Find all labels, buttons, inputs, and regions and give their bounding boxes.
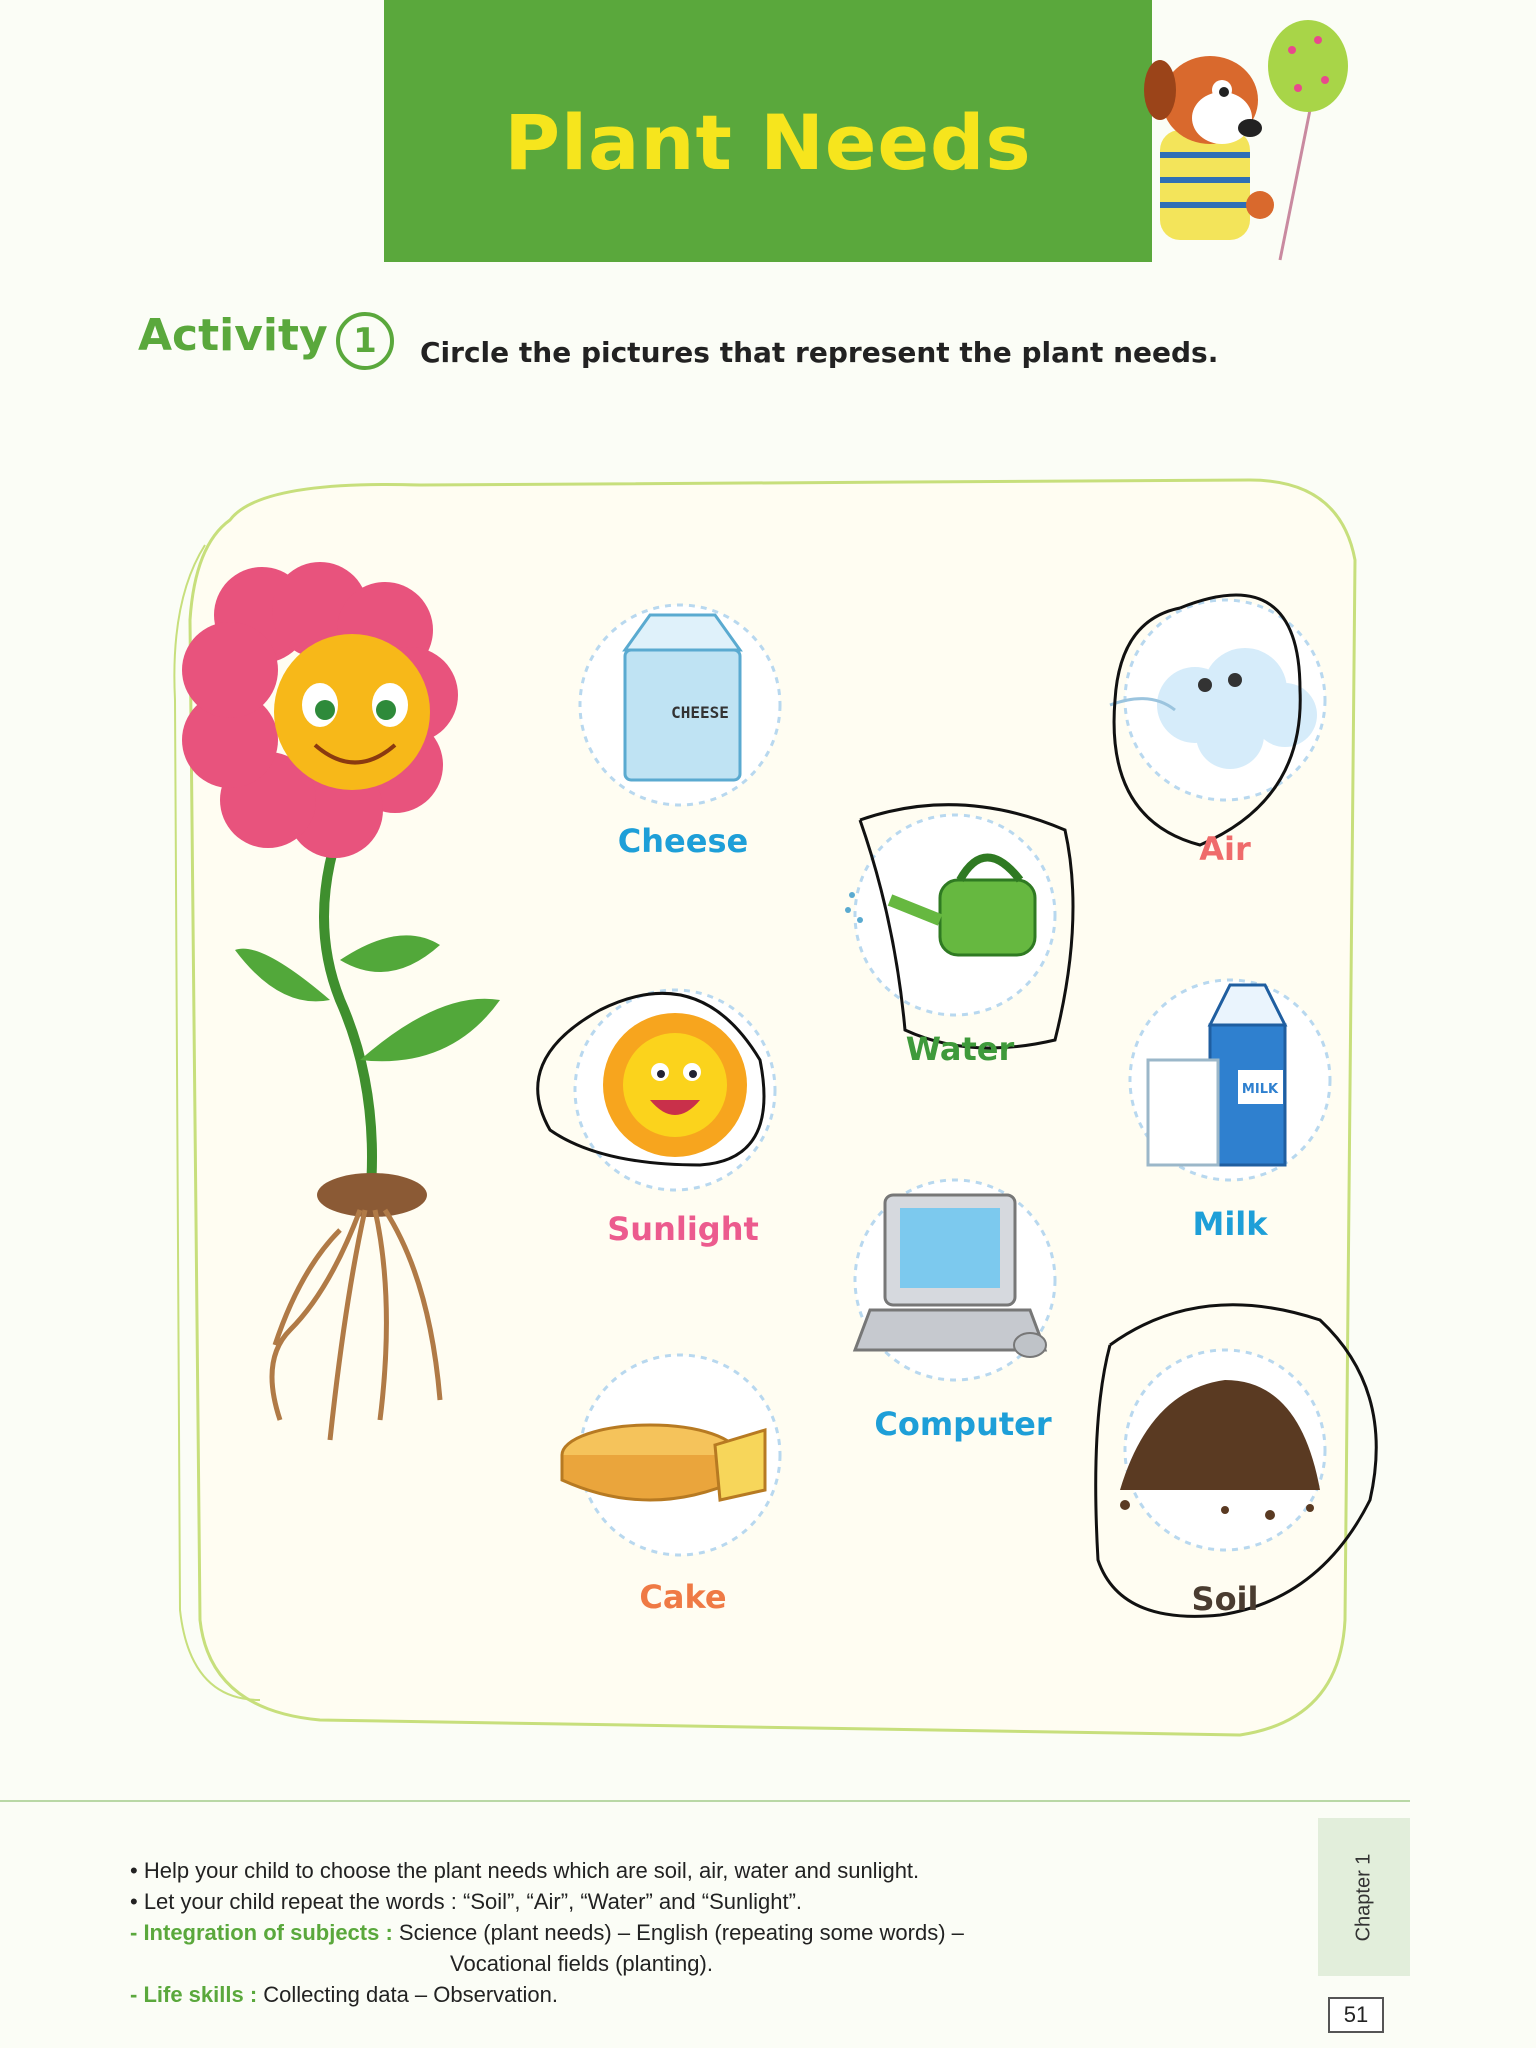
integration-text-continued: Vocational fields (planting).: [450, 1951, 713, 1976]
integration-text: Science (plant needs) – English (repeating some words) –: [392, 1920, 964, 1945]
note-line-1: • Help your child to choose the plant needs which are soil, air, water and sunlight.: [130, 1858, 920, 1883]
chapter-label: Chapter 1: [1352, 1853, 1375, 1941]
air-label: Air: [1199, 830, 1251, 868]
note-integration: [130, 1917, 964, 1948]
page-number: 51: [1328, 1997, 1384, 2033]
cake-label: Cake: [639, 1578, 727, 1616]
sunlight-label: Sunlight: [607, 1210, 759, 1248]
computer-label: Computer: [874, 1405, 1052, 1443]
activity-label: Activity: [138, 310, 328, 361]
footer-divider: [0, 1800, 1410, 1802]
life-skills-label: - Life skills :: [130, 1982, 258, 2007]
cheese-pack-text: CHEESE: [671, 703, 729, 722]
parent-notes: [130, 1855, 964, 2010]
milk-label: Milk: [1192, 1205, 1268, 1243]
cheese-pack-icon: [625, 615, 740, 780]
soil-label: Soil: [1191, 1580, 1259, 1618]
activity-number-badge: 1: [336, 312, 394, 370]
note-line-2: • Let your child repeat the words : “Soil”, “Air”, “Water” and “Sunlight”.: [130, 1889, 803, 1914]
soil-mound: [317, 1173, 427, 1217]
life-skills-text: Collecting data – Observation.: [257, 1982, 558, 2007]
activity-instruction: Circle the pictures that represent the plant needs.: [420, 336, 1219, 369]
page-title: Plant Needs: [504, 98, 1032, 187]
water-label: Water: [905, 1030, 1015, 1068]
note-life-skills: [130, 1979, 964, 2010]
milk-pack-text: MILK: [1241, 1082, 1279, 1097]
cheese-label: Cheese: [617, 822, 749, 860]
integration-label: - Integration of subjects :: [130, 1920, 393, 1945]
sun-icon: [603, 1013, 747, 1157]
chapter-tab-label-wrap: [1318, 1818, 1410, 1976]
